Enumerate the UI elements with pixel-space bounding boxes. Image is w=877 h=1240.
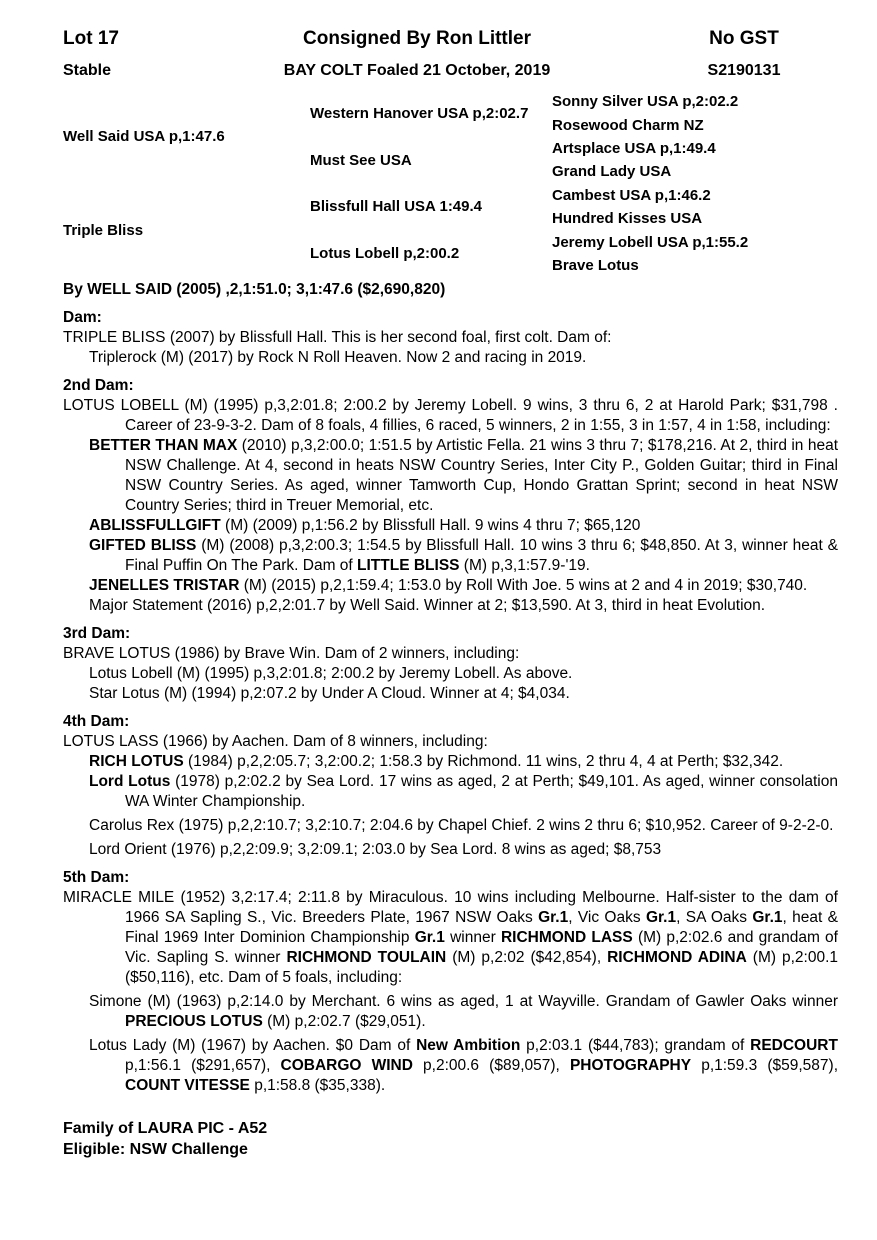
paragraph-text: Major Statement (2016) p,2,2:01.7 by Well Said. Winner at 2; $13,590. At 3, third in heat Evolution. (89, 597, 766, 614)
lineage-body (63, 280, 838, 1096)
section-heading: Dam: (63, 309, 102, 326)
paragraph-text: p,2:03.1 ($44,783); grandam of (520, 1037, 751, 1054)
pedigree-dam: Triple Bliss (63, 221, 144, 239)
paragraph-text: Carolus Rex (1975) p,2,2:10.7; 3,2:10.7; 2:04.6 by Chapel Chief. 2 wins 2 thru 6; $10,952. Career of 9-2-2-0. (89, 817, 834, 834)
highlighted-horse-name: COUNT VITESSE (125, 1077, 250, 1094)
pedigree-gen3-cell: Rosewood Charm NZ (552, 116, 704, 134)
paragraph-text: (1984) p,2,2:05.7; 3,2:00.2; 1:58.3 by Richmond. 11 wins, 2 thru 4, 4 at Perth; $32,342. (183, 753, 784, 770)
paragraph-text: p,1:56.1 ($291,657), (125, 1057, 281, 1074)
pedigree-paragraph (89, 1036, 838, 1096)
pedigree-paragraph (63, 396, 838, 436)
paragraph-text: (M) p,2:02 ($42,854), (446, 949, 608, 966)
highlighted-horse-name: JENELLES TRISTAR (89, 577, 240, 594)
highlighted-horse-name: BETTER THAN MAX (89, 437, 238, 454)
paragraph-text: (M) p,2:02.7 ($29,051). (262, 1013, 426, 1030)
pedigree-dam-dam: Lotus Lobell p,2:00.2 (310, 245, 460, 263)
page-footer (63, 1118, 267, 1160)
paragraph-text: p,1:59.3 ($59,587), (691, 1057, 838, 1074)
paragraph-text: (M) p,2:02.6 and grandam of Vic. Sapling S. winner (125, 929, 838, 966)
pedigree-paragraph (89, 596, 838, 616)
pedigree-paragraph (63, 644, 838, 664)
pedigree-paragraph (89, 992, 838, 1032)
highlighted-horse-name: New Ambition (416, 1037, 521, 1054)
highlighted-horse-name: Lord Lotus (89, 773, 171, 790)
pedigree-paragraph (89, 840, 838, 860)
highlighted-horse-name: Gr.1 (645, 909, 677, 926)
family-line: Family of LAURA PIC - A52 (63, 1120, 268, 1137)
paragraph-text: Triplerock (M) (2017) by Rock N Roll Heaven. Now 2 and racing in 2019. (89, 349, 587, 366)
paragraph-text: p,1:58.8 ($35,338). (249, 1077, 386, 1094)
pedigree-paragraph (63, 732, 838, 752)
paragraph-text: TRIPLE BLISS (2007) by Blissfull Hall. This is her second foal, first colt. Dam of: (63, 329, 612, 346)
lineage-sections (63, 308, 838, 1096)
stable-label: Stable (63, 62, 112, 79)
paragraph-text: winner (444, 929, 501, 946)
highlighted-horse-name: COBARGO WIND (280, 1057, 413, 1074)
paragraph-text: (M) p,2:00.1 ($50,116), etc. Dam of 5 foals, including: (125, 949, 838, 986)
paragraph-text: , SA Oaks (676, 909, 753, 926)
pedigree-gen3-cell: Jeremy Lobell USA p,1:55.2 (552, 233, 749, 251)
paragraph-text: MIRACLE MILE (1952) 3,2:17.4; 2:11.8 by Miraculous. 10 wins including Melbourne. Half-sister to the dam of 1966 SA Sapling S., Vic. Breeders Plate, 1967 NSW Oaks (63, 889, 838, 926)
paragraph-text: LOTUS LASS (1966) by Aachen. Dam of 8 winners, including: (63, 733, 488, 750)
paragraph-text: (M) (2008) p,3,2:00.3; 1:54.5 by Blissfull Hall. 10 wins 3 thru 6; $48,850. At 3, winner heat & Final Puffin On The Park. Dam of (125, 537, 838, 574)
section-heading: 3rd Dam: (63, 625, 131, 642)
highlighted-horse-name: RICHMOND TOULAIN (286, 949, 447, 966)
highlighted-horse-name: GIFTED BLISS (89, 537, 197, 554)
pedigree-gen3-cell: Sonny Silver USA p,2:02.2 (552, 93, 739, 111)
pedigree-sire-dam: Must See USA (310, 151, 412, 169)
paragraph-text: , heat & Final 1969 Inter Dominion Championship (125, 909, 838, 946)
paragraph-text: Lotus Lobell (M) (1995) p,3,2:01.8; 2:00.2 by Jeremy Lobell. As above. (89, 665, 573, 682)
pedigree-paragraph (89, 752, 838, 772)
highlighted-horse-name: PRECIOUS LOTUS (125, 1013, 263, 1030)
pedigree-paragraph (89, 664, 838, 684)
highlighted-horse-name: RICHMOND LASS (500, 929, 633, 946)
paragraph-text: Simone (M) (1963) p,2:14.0 by Merchant. 6 wins as aged, 1 at Wayville. Grandam of Gawler Oaks winner (89, 993, 838, 1010)
pedigree-gen3-cell: Cambest USA p,1:46.2 (552, 186, 711, 204)
pedigree-sire-sire: Western Hanover USA p,2:02.7 (310, 104, 529, 122)
section-heading: 2nd Dam: (63, 377, 134, 394)
pedigree-paragraph (63, 328, 838, 348)
paragraph-text: BRAVE LOTUS (1986) by Brave Win. Dam of 2 winners, including: (63, 645, 520, 662)
highlighted-horse-name: RICH LOTUS (89, 753, 184, 770)
highlighted-horse-name: Gr.1 (414, 929, 445, 946)
eligible-line: Eligible: NSW Challenge (63, 1141, 248, 1158)
highlighted-horse-name: LITTLE BLISS (357, 557, 460, 574)
pedigree-table (63, 90, 837, 277)
paragraph-text: , Vic Oaks (568, 909, 646, 926)
highlighted-horse-name: Gr.1 (538, 909, 569, 926)
paragraph-text: (2010) p,3,2:00.0; 1:51.5 by Artistic Fella. 21 wins 3 thru 7; $178,216. At 2, third in heat NSW Challenge. At 4, second in heats NSW Country Series, Inter City P., Golden Guitar; third in Final NSW Country Series. As aged, winner Tamworth Cup, Hondo Grattan Sprint; second in heat NSW Country Series; third in Treuer Memorial, etc. (125, 437, 838, 514)
section-heading: 5th Dam: (63, 869, 130, 886)
pedigree-sire: Well Said USA p,1:47.6 (63, 128, 225, 146)
paragraph-text: (M) (2009) p,1:56.2 by Blissfull Hall. 9 wins 4 thru 7; $65,120 (220, 517, 641, 534)
paragraph-text: Lotus Lady (M) (1967) by Aachen. $0 Dam of (89, 1037, 417, 1054)
pedigree-gen3-cell: Grand Lady USA (552, 163, 672, 181)
lot-number: Lot 17 (63, 28, 119, 49)
pedigree-gen3-cell: Hundred Kisses USA (552, 210, 703, 228)
paragraph-text: (M) (2015) p,2,1:59.4; 1:53.0 by Roll With Joe. 5 wins at 2 and 4 in 2019; $30,740. (239, 577, 808, 594)
registration-id: S2190131 (707, 62, 781, 79)
pedigree-paragraph (89, 816, 838, 836)
pedigree-dam-sire: Blissfull Hall USA 1:49.4 (310, 198, 483, 216)
pedigree-paragraph (89, 684, 838, 704)
pedigree-paragraph (89, 348, 838, 368)
pedigree-paragraph (89, 576, 838, 596)
highlighted-horse-name: ABLISSFULLGIFT (89, 517, 221, 534)
pedigree-gen3-cell: Brave Lotus (552, 256, 639, 274)
gst-status: No GST (709, 28, 779, 49)
paragraph-text: (1978) p,2:02.2 by Sea Lord. 17 wins as aged, 2 at Perth; $49,101. As aged, winner consolation WA Winter Championship. (125, 773, 838, 810)
paragraph-text: LOTUS LOBELL (M) (1995) p,3,2:01.8; 2:00.2 by Jeremy Lobell. 9 wins, 3 thru 6, 2 at Harold Park; $31,798 . Career of 23-9-3-2. Dam of 8 foals, 4 fillies, 6 raced, 5 winners, 2 in 1:55, 3 in 1:57, 4 in 1:58, including: (63, 397, 838, 434)
paragraph-text: Star Lotus (M) (1994) p,2:07.2 by Under A Cloud. Winner at 4; $4,034. (89, 685, 570, 702)
pedigree-paragraph (89, 516, 838, 536)
horse-description: BAY COLT Foaled 21 October, 2019 (283, 62, 551, 79)
highlighted-horse-name: PHOTOGRAPHY (569, 1057, 692, 1074)
section-heading: 4th Dam: (63, 713, 130, 730)
highlighted-horse-name: Gr.1 (752, 909, 783, 926)
pedigree-paragraph (89, 772, 838, 812)
pedigree-paragraph (63, 888, 838, 988)
paragraph-text: Lord Orient (1976) p,2,2:09.9; 3,2:09.1; 2:03.0 by Sea Lord. 8 wins as aged; $8,753 (89, 841, 662, 858)
consignor-title: Consigned By Ron Littler (303, 28, 531, 49)
highlighted-horse-name: RICHMOND ADINA (607, 949, 747, 966)
pedigree-paragraph (89, 536, 838, 576)
pedigree-paragraph (89, 436, 838, 516)
paragraph-text: (M) p,3,1:57.9-'19. (459, 557, 590, 574)
paragraph-text: p,2:00.6 ($89,057), (412, 1057, 570, 1074)
highlighted-horse-name: REDCOURT (750, 1037, 838, 1054)
sire-record-line: By WELL SAID (2005) ,2,1:51.0; 3,1:47.6 ($2,690,820) (63, 281, 446, 298)
pedigree-gen3-cell: Artsplace USA p,1:49.4 (552, 139, 716, 157)
